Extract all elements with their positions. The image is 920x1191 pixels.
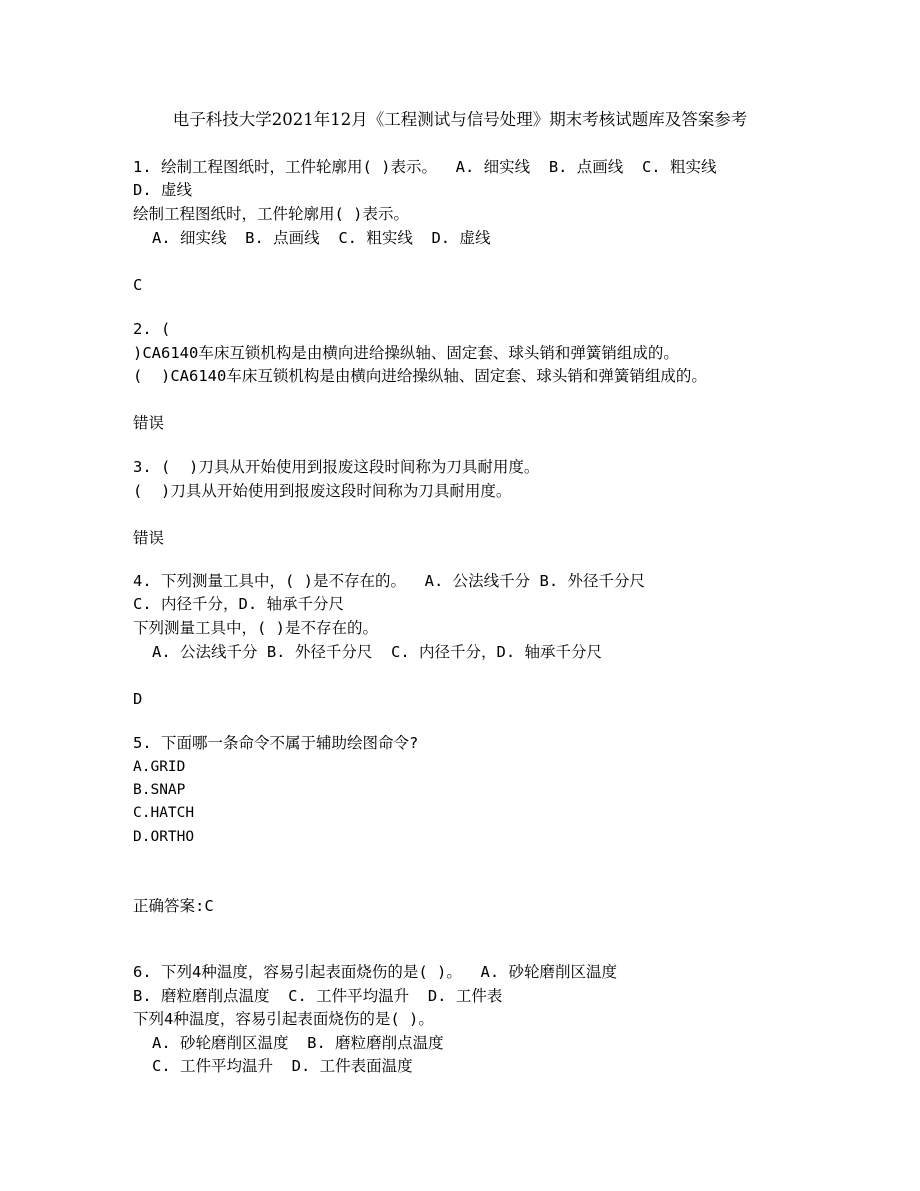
q3-stem: ( )刀具从开始使用到报废这段时间称为刀具耐用度。 [133,482,512,500]
q1-stem-with-options: 1. 绘制工程图纸时，工件轮廓用( )表示。 A. 细实线 B. 点画线 C. 粗实线 [133,158,717,176]
q1-stem: 绘制工程图纸时，工件轮廓用( )表示。 [133,205,409,223]
q5-stem: 5. 下面哪一条命令不属于辅助绘图命令? [133,734,419,752]
q4-stem-with-options: 4. 下列测量工具中，( )是不存在的。 A. 公法线千分 B. 外径千分尺 [133,572,645,590]
q3-answer: 错误 [133,529,165,547]
q2-stem-continued: )CA6140车床互锁机构是由横向进给操纵轴、固定套、球头销和弹簧销组成的。 [133,344,679,362]
q4-options-continued: C. 内径千分，D. 轴承千分尺 [133,595,344,613]
q5-option-b: B.SNAP [133,782,186,798]
document-title: 电子科技大学2021年12月《工程测试与信号处理》期末考核试题库及答案参考 [172,110,748,129]
q6-options-cd: C. 工件平均温升 D. 工件表面温度 [152,1057,413,1075]
q1-options: A. 细实线 B. 点画线 C. 粗实线 D. 虚线 [152,229,491,247]
q6-stem: 下列4种温度，容易引起表面烧伤的是( )。 [133,1010,434,1028]
q2-stem: ( )CA6140车床互锁机构是由横向进给操纵轴、固定套、球头销和弹簧销组成的。 [133,367,707,385]
q6-stem-with-options: 6. 下列4种温度，容易引起表面烧伤的是( )。 A. 砂轮磨削区温度 [133,963,617,981]
q5-option-a: A.GRID [133,759,186,775]
q5-option-c: C.HATCH [133,805,195,821]
q2-answer: 错误 [133,414,165,432]
q1-option-d: D. 虚线 [133,181,192,199]
q5-answer: 正确答案:C [133,897,214,915]
q6-options-continued: B. 磨粒磨削点温度 C. 工件平均温升 D. 工件表 [133,987,503,1005]
q1-answer: C [133,276,143,294]
q5-option-d: D.ORTHO [133,829,195,845]
q2-number: 2. ( [133,320,171,338]
q4-stem: 下列测量工具中，( )是不存在的。 [133,619,378,637]
q6-options-ab: A. 砂轮磨削区温度 B. 磨粒磨削点温度 [152,1034,444,1052]
q3-stem-with-number: 3. ( )刀具从开始使用到报废这段时间称为刀具耐用度。 [133,458,540,476]
q4-options: A. 公法线千分 B. 外径千分尺 C. 内径千分，D. 轴承千分尺 [152,643,602,661]
q4-answer: D [133,690,143,708]
